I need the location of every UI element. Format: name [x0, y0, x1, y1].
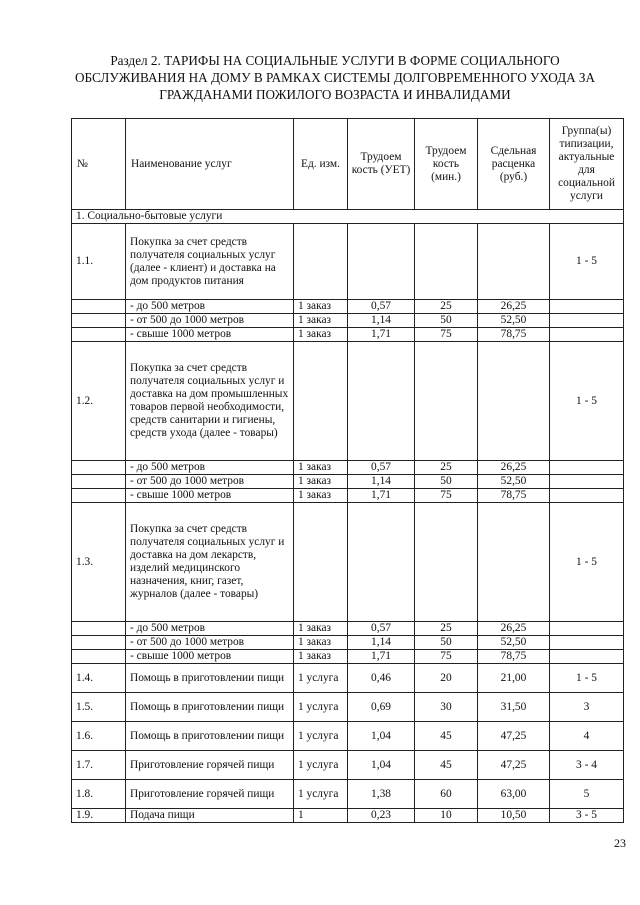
row-uet: 1,14: [348, 636, 415, 650]
row-uet: 0,57: [348, 300, 415, 314]
column-header-price: Сдельная расценка (руб.): [478, 119, 550, 210]
row-minutes: 75: [415, 328, 478, 342]
row-uet: 1,04: [348, 722, 415, 751]
page-number: 23: [614, 836, 626, 850]
row-unit: 1 заказ: [294, 489, 348, 503]
row-name: Помощь в приготовлении пищи: [126, 722, 294, 751]
row-price: 26,25: [478, 461, 550, 475]
table-row: [72, 650, 624, 664]
row-minutes: 10: [415, 809, 478, 823]
row-num: 1.2.: [72, 342, 126, 461]
row-name: - от 500 до 1000 метров: [126, 314, 294, 328]
row-num: 1.1.: [72, 224, 126, 300]
row-uet: 0,23: [348, 809, 415, 823]
row-name: - свыше 1000 метров: [126, 650, 294, 664]
row-uet: 0,69: [348, 693, 415, 722]
row-uet: 1,71: [348, 650, 415, 664]
row-unit: 1 заказ: [294, 650, 348, 664]
table-row: [72, 224, 624, 300]
row-name: Покупка за счет средств получателя социальных услуг (далее - клиент) и доставка на дом продуктов питания: [126, 224, 294, 300]
table-row: [72, 300, 624, 314]
table-row: [72, 622, 624, 636]
row-uet: 0,57: [348, 461, 415, 475]
column-header-num: №: [72, 119, 126, 210]
row-price: 47,25: [478, 722, 550, 751]
row-num: 1.5.: [72, 693, 126, 722]
row-unit: 1 заказ: [294, 314, 348, 328]
row-price: 52,50: [478, 475, 550, 489]
row-groups: 1 - 5: [550, 342, 624, 461]
row-groups: 1 - 5: [550, 503, 624, 622]
table-row: [72, 722, 624, 751]
table-row: [72, 342, 624, 461]
row-minutes: 45: [415, 722, 478, 751]
column-header-minutes: Трудоем кость (мин.): [415, 119, 478, 210]
row-uet: 1,14: [348, 475, 415, 489]
row-num: 1.7.: [72, 751, 126, 780]
row-minutes: 50: [415, 475, 478, 489]
row-name: Подача пищи: [126, 809, 294, 823]
row-price: 52,50: [478, 636, 550, 650]
row-unit: 1 услуга: [294, 722, 348, 751]
row-uet: 1,04: [348, 751, 415, 780]
column-header-unit: Ед. изм.: [294, 119, 348, 210]
row-uet: 1,71: [348, 328, 415, 342]
row-groups: 3 - 5: [550, 809, 624, 823]
row-num: 1.6.: [72, 722, 126, 751]
table-header-row: [72, 119, 624, 210]
row-groups: 4: [550, 722, 624, 751]
column-header-groups: Группа(ы) типизации, актуальные для социальной услуги: [550, 119, 624, 210]
row-minutes: 30: [415, 693, 478, 722]
row-name: - до 500 метров: [126, 622, 294, 636]
row-name: Помощь в приготовлении пищи: [126, 664, 294, 693]
title-line: Раздел 2. ТАРИФЫ НА СОЦИАЛЬНЫЕ УСЛУГИ В ФОРМЕ СОЦИАЛЬНОГО: [110, 53, 560, 68]
row-uet: 1,71: [348, 489, 415, 503]
row-groups: 1 - 5: [550, 224, 624, 300]
section-title: 1. Социально-бытовые услуги: [72, 210, 624, 224]
row-unit: 1 услуга: [294, 693, 348, 722]
row-groups: 3 - 4: [550, 751, 624, 780]
row-num: 1.9.: [72, 809, 126, 823]
column-header-name: Наименование услуг: [126, 119, 294, 210]
row-minutes: 50: [415, 314, 478, 328]
row-name: - свыше 1000 метров: [126, 328, 294, 342]
row-unit: 1 услуга: [294, 664, 348, 693]
row-minutes: 20: [415, 664, 478, 693]
row-num: 1.8.: [72, 780, 126, 809]
row-name: Покупка за счет средств получателя социальных услуг и доставка на дом промышленных товаров первой необходимости, средств санитарии и гигиены, средств ухода (далее - товары): [126, 342, 294, 461]
row-minutes: 25: [415, 300, 478, 314]
row-name: - до 500 метров: [126, 461, 294, 475]
column-header-uet: Трудоем кость (УЕТ): [348, 119, 415, 210]
table-row: [72, 503, 624, 622]
row-price: 78,75: [478, 650, 550, 664]
title-line: ГРАЖДАНАМИ ПОЖИЛОГО ВОЗРАСТА И ИНВАЛИДАМИ: [159, 87, 511, 102]
row-minutes: 25: [415, 622, 478, 636]
row-uet: 0,46: [348, 664, 415, 693]
table-row: [72, 636, 624, 650]
row-name: - от 500 до 1000 метров: [126, 636, 294, 650]
row-price: 52,50: [478, 314, 550, 328]
row-unit: 1 заказ: [294, 475, 348, 489]
table-row: [72, 328, 624, 342]
row-unit: 1 услуга: [294, 751, 348, 780]
row-price: 10,50: [478, 809, 550, 823]
row-minutes: 75: [415, 489, 478, 503]
row-groups: 5: [550, 780, 624, 809]
row-unit: 1 заказ: [294, 300, 348, 314]
row-uet: 1,14: [348, 314, 415, 328]
row-uet: 0,57: [348, 622, 415, 636]
section-row: [72, 210, 624, 224]
row-name: Приготовление горячей пищи: [126, 780, 294, 809]
row-num: 1.3.: [72, 503, 126, 622]
row-name: - свыше 1000 метров: [126, 489, 294, 503]
title-line: ОБСЛУЖИВАНИЯ НА ДОМУ В РАМКАХ СИСТЕМЫ ДОЛГОВРЕМЕННОГО УХОДА ЗА: [74, 70, 596, 85]
row-unit: 1: [294, 809, 348, 823]
row-minutes: 45: [415, 751, 478, 780]
row-unit: 1 заказ: [294, 636, 348, 650]
row-price: 26,25: [478, 300, 550, 314]
row-name: Покупка за счет средств получателя социальных услуг и доставка на дом лекарств, изделий медицинского назначения, книг, газет, журналов (далее - товары): [126, 503, 294, 622]
row-unit: 1 заказ: [294, 622, 348, 636]
row-groups: 1 - 5: [550, 664, 624, 693]
tariff-table: [71, 118, 624, 823]
row-minutes: 60: [415, 780, 478, 809]
row-unit: 1 заказ: [294, 461, 348, 475]
row-minutes: 75: [415, 650, 478, 664]
table-row: [72, 461, 624, 475]
row-price: 78,75: [478, 489, 550, 503]
table-row: [72, 809, 624, 823]
table-row: [72, 314, 624, 328]
table-row: [72, 664, 624, 693]
row-name: Приготовление горячей пищи: [126, 751, 294, 780]
table-row: [72, 693, 624, 722]
row-price: 21,00: [478, 664, 550, 693]
row-name: - от 500 до 1000 метров: [126, 475, 294, 489]
row-name: - до 500 метров: [126, 300, 294, 314]
row-price: 63,00: [478, 780, 550, 809]
row-price: 26,25: [478, 622, 550, 636]
row-num: 1.4.: [72, 664, 126, 693]
row-groups: 3: [550, 693, 624, 722]
table-row: [72, 489, 624, 503]
row-price: 78,75: [478, 328, 550, 342]
row-unit: 1 заказ: [294, 328, 348, 342]
table-row: [72, 475, 624, 489]
row-price: 31,50: [478, 693, 550, 722]
table-row: [72, 751, 624, 780]
document-title: [70, 52, 600, 103]
row-minutes: 25: [415, 461, 478, 475]
row-uet: 1,38: [348, 780, 415, 809]
table-row: [72, 780, 624, 809]
row-name: Помощь в приготовлении пищи: [126, 693, 294, 722]
row-minutes: 50: [415, 636, 478, 650]
row-unit: 1 услуга: [294, 780, 348, 809]
row-price: 47,25: [478, 751, 550, 780]
